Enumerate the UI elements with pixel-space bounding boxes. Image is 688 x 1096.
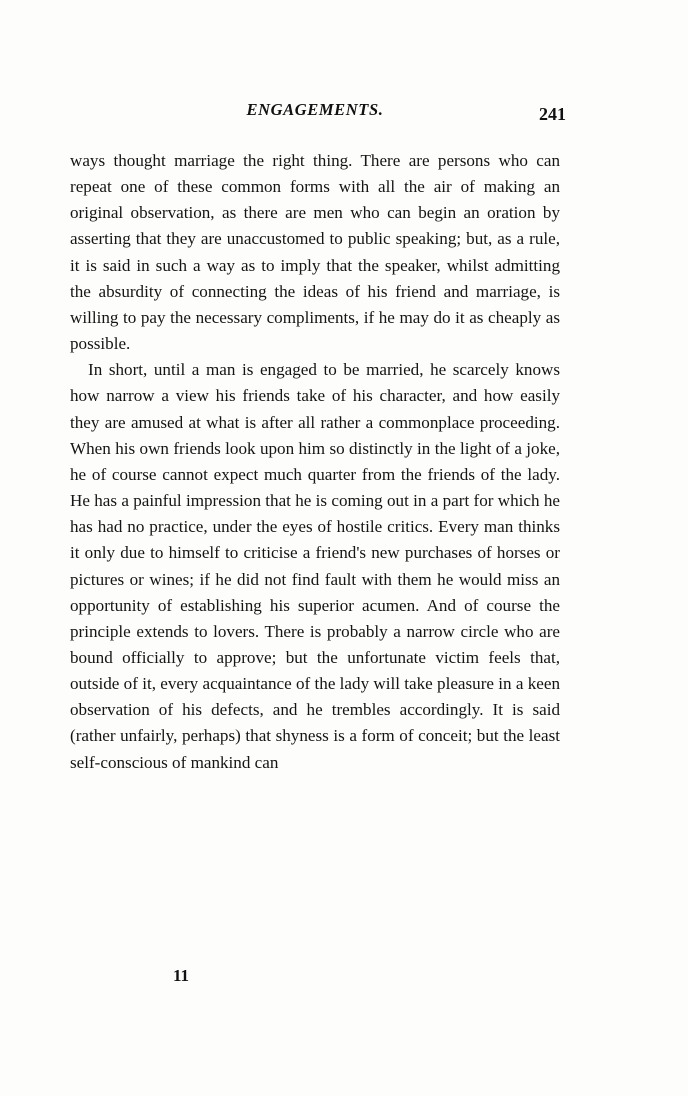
paragraph-2: In short, until a man is engaged to be married, he scarcely knows how narrow a view his friends take of his character, and how easily they are amused at what is after all rather a commonplace proceeding. When his own friends look upon him so distinctly in the light of a joke, he of course cannot expect much quarter from the friends of the lady. He has a painful impression that he is coming out in a part for which he has had no practice, under the eyes of hostile critics. Every man thinks it only due to himself to criticise a friend's new purchases of horses or pictures or wines; if he did not find fault with them he would miss an opportunity of establishing his superior acumen. And of course the principle extends to lovers. There is probably a narrow circle who are bound officially to approve; but the unfortunate victim feels that, outside of it, every acquaintance of the lady will take pleasure in a keen observation of his defects, and he trembles accordingly. It is said (rather unfairly, perhaps) that shyness is a form of conceit; but the least self-conscious of mankind can xyxy=(70,360,560,772)
paragraph-1: ways thought marriage the right thing. There are persons who can repeat one of these common forms with all the air of making an original observation, as there are men who can begin an oration by asserting that they are unaccustomed to public speaking; but, as a rule, it is said in such a way as to imply that the speaker, whilst admitting the absurdity of connecting the ideas of his friend and marriage, is willing to pay the necessary compliments, if he may do it as cheaply as possible. xyxy=(70,151,560,354)
page-number: 241 xyxy=(539,104,566,124)
signature-mark: 11 xyxy=(173,966,190,985)
page-header xyxy=(70,100,566,126)
body-text xyxy=(70,148,560,776)
running-head: ENGAGEMENTS. xyxy=(246,100,384,119)
